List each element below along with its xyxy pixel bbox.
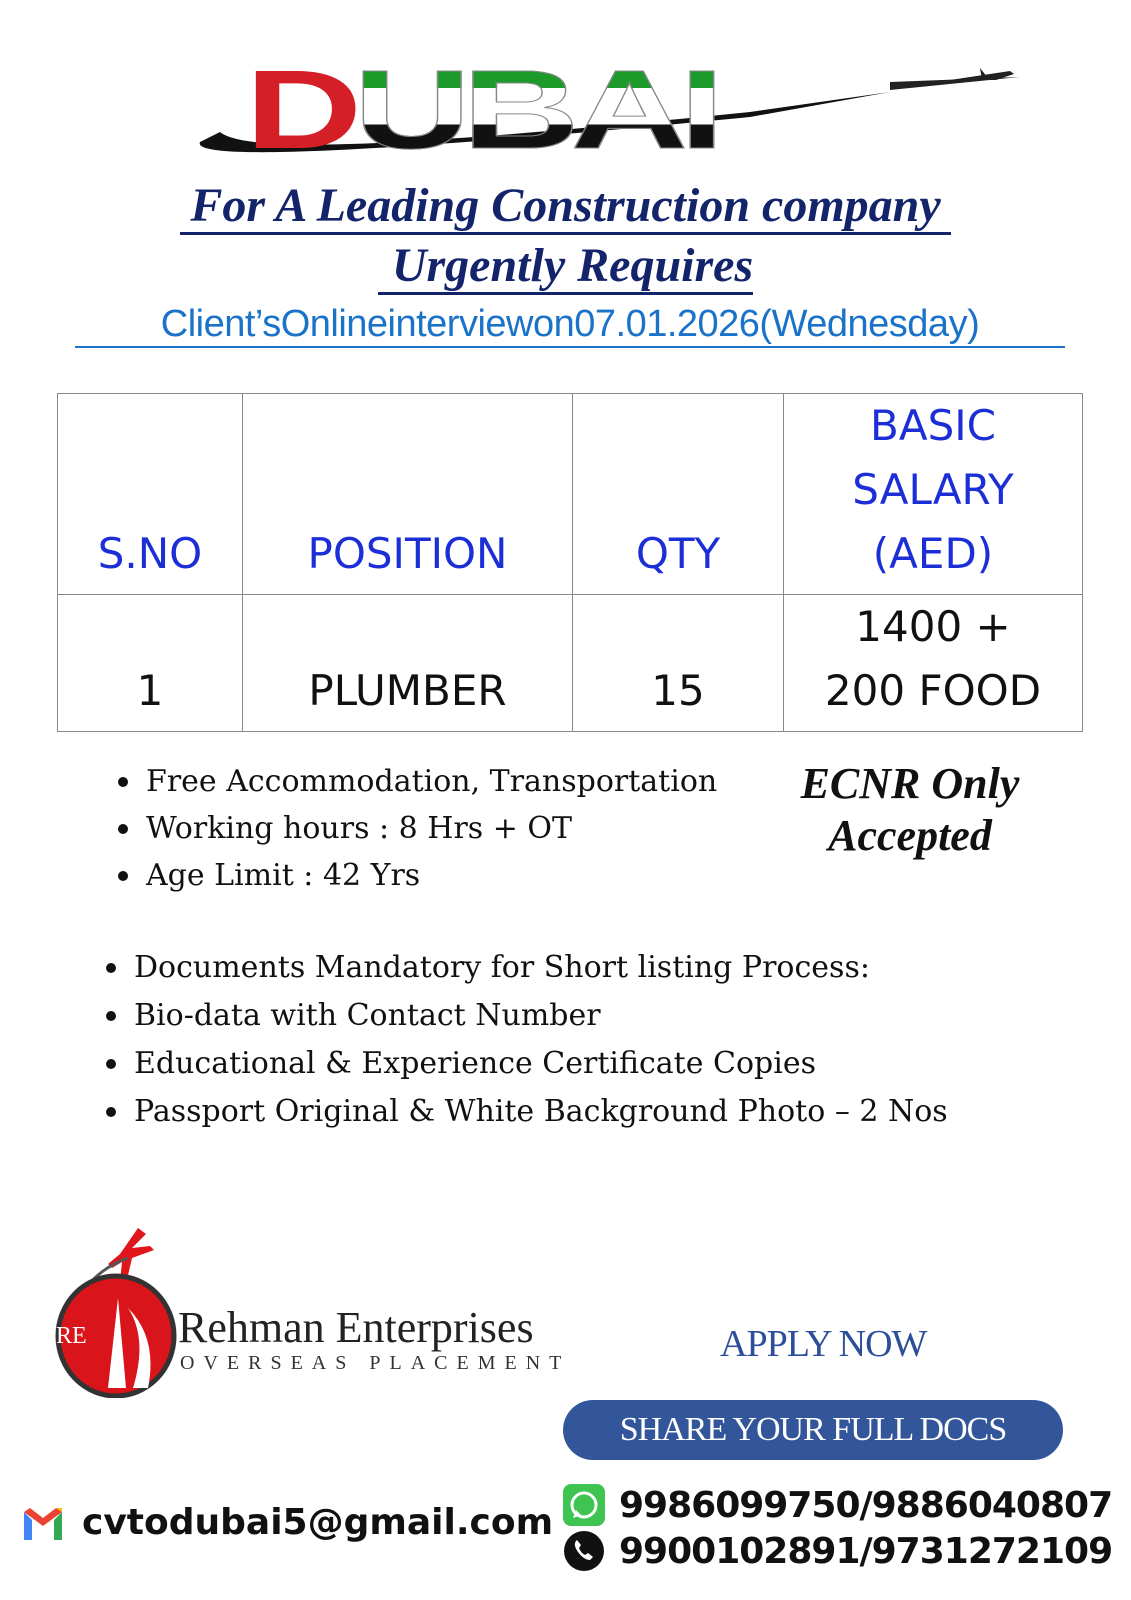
phone-contact[interactable] <box>563 1530 1112 1572</box>
headline-company: For A Leading Construction company <box>0 178 1131 233</box>
whatsapp-icon <box>563 1484 605 1526</box>
gmail-icon <box>22 1506 64 1540</box>
dubai-logo <box>190 47 1050 172</box>
company-logo <box>48 1228 178 1398</box>
list-item: Passport Original & White Background Photo – 2 Nos <box>104 1088 948 1136</box>
ecnr-note: ECNR Only Accepted <box>800 759 1020 860</box>
header-sno: S.NO <box>58 394 243 595</box>
cell-salary: 1400 + 200 FOOD <box>784 595 1083 732</box>
interview-date-link[interactable]: Client’sOnlineinterviewon07.01.2026(Wednesday) <box>75 302 1065 348</box>
list-item: Age Limit : 42 Yrs <box>116 852 717 899</box>
cell-sno: 1 <box>58 595 243 732</box>
positions-table <box>57 393 1083 732</box>
documents-list <box>104 944 948 1136</box>
whatsapp-contact[interactable] <box>563 1484 1112 1526</box>
list-item: Bio-data with Contact Number <box>104 992 948 1040</box>
cell-qty: 15 <box>573 595 784 732</box>
company-name: Rehman Enterprises <box>178 1303 534 1352</box>
list-item: Educational & Experience Certificate Copies <box>104 1040 948 1088</box>
whatsapp-numbers[interactable]: 9986099750/9886040807 <box>619 1484 1113 1526</box>
header-qty: QTY <box>573 394 784 595</box>
logo-letter-d: D <box>245 47 354 172</box>
list-item: Working hours : 8 Hrs + OT <box>116 805 717 852</box>
company-tagline: OVERSEAS PLACEMENT <box>180 1352 571 1374</box>
table-row <box>58 595 1083 732</box>
svg-text:RE: RE <box>56 1323 87 1349</box>
header-position: POSITION <box>243 394 573 595</box>
list-item: Documents Mandatory for Short listing Process: <box>104 944 948 992</box>
header-salary: BASIC SALARY (AED) <box>784 394 1083 595</box>
perks-list <box>116 758 717 899</box>
email-contact[interactable] <box>22 1502 553 1543</box>
headline-requires: Urgently Requires <box>0 238 1131 293</box>
email-address[interactable]: cvtodubai5@gmail.com <box>82 1502 554 1543</box>
phone-numbers[interactable]: 9900102891/9731272109 <box>619 1530 1113 1572</box>
phone-icon <box>563 1530 605 1572</box>
cell-position: PLUMBER <box>243 595 573 732</box>
table-header-row <box>58 394 1083 595</box>
list-item: Free Accommodation, Transportation <box>116 758 717 805</box>
share-docs-button[interactable]: SHARE YOUR FULL DOCS <box>563 1400 1063 1460</box>
plane-globe-icon <box>48 1228 178 1398</box>
logo-letters-ubai: UBAI <box>353 47 716 172</box>
apply-now-label: APPLY NOW <box>720 1323 927 1365</box>
